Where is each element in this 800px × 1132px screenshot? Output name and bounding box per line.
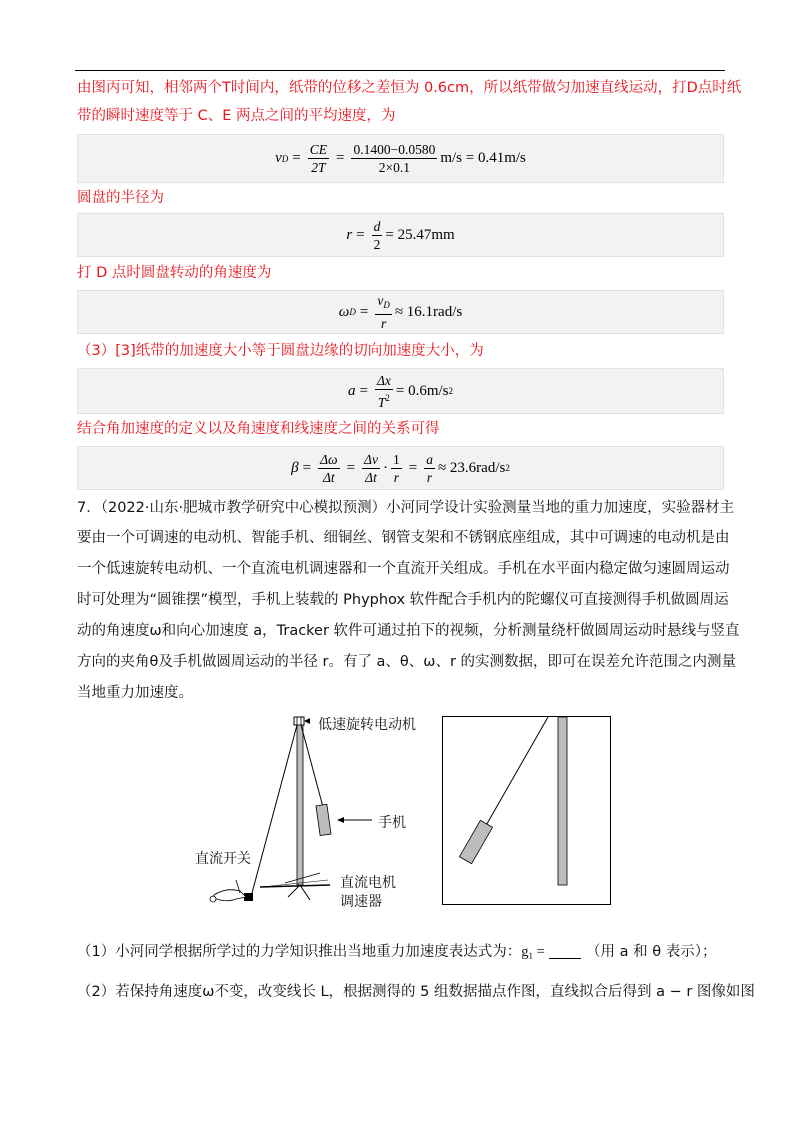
frame-border [443, 717, 611, 905]
motor-label: 低速旋转电动机 [318, 717, 416, 733]
q7-line-1: 7．（2022·山东·肥城市教学研究中心模拟预测）小河同学设计实验测量当地的重力加速度，实验器材主 [77, 500, 735, 516]
q1-line: （1）小河同学根据所学过的力学知识推出当地重力加速度表达式为：$g_1$ = （用 a 和 θ 表示）； [77, 944, 717, 961]
q7-line-3: 一个低速旋转电动机、一个直流电机调速器和一个直流开关组成。手机在水平面内稳定做匀速圆周运动 [77, 561, 730, 577]
motor-icon [294, 717, 304, 725]
q2-line: （2）若保持角速度ω不变，改变线长 L，根据测得的 5 组数据描点作图，直线拟合后得到 a − r 图像如图 [77, 984, 755, 1000]
suspension-wire [301, 725, 323, 807]
formula-acceleration: a = $\frac{\Delta x}{T^2}$ = 0.6m/s 2 [77, 368, 724, 414]
pole-in-video [558, 717, 567, 885]
formula-beta: β = $\frac{\Delta\omega}{\Delta t}$ = $\frac{\Delta v}{\Delta t}$ · $\frac{1}{r}$ = $\frac{a}{r}$ ≈ 23.6rad/s 2 [77, 446, 724, 490]
power-cable [252, 725, 297, 893]
solution-line-3: 圆盘的半径为 [77, 190, 164, 206]
steel-pole [297, 725, 303, 885]
fraction-numeric: $\frac{0.1400-0.0580}{2\times 0.1}$ [353, 142, 436, 175]
solution-line-1: 由图丙可知，相邻两个T时间内，纸带的位移之差恒为 0.6cm，所以纸带做匀加速直线运动，打D点时纸 [77, 80, 742, 96]
q7-line-6: 方向的夹角θ及手机做圆周运动的半径 r。有了 a、θ、ω、r 的实测数据，即可在误差允许范围之内测量 [77, 654, 737, 670]
video-frame-diagram [442, 716, 612, 906]
fraction-ce-2t: $\frac{CE}{2T}$ [309, 142, 327, 175]
solution-line-6: 结合角加速度的定义以及角速度和线速度之间的关系可得 [77, 421, 440, 437]
phone-icon [316, 804, 331, 835]
formula-omega: ω D = $\frac{v_D}{r}$ ≈ 16.1rad/s [77, 290, 724, 334]
q7-line-7: 当地重力加速度。 [77, 685, 193, 701]
q7-line-5: 动的角速度ω和向心加速度 a，Tracker 软件可通过拍下的视频，分析测量绕杆做圆周运动时悬线与竖直 [77, 623, 740, 639]
hand-icon [214, 890, 246, 901]
phone-label: 手机 [378, 815, 406, 831]
apparatus-diagram [200, 705, 440, 915]
q7-line-4: 时可处理为“圆锥摆”模型，手机上装载的 Phyphox 软件配合手机内的陀螺仪可直接测得手机做圆周运 [77, 592, 729, 608]
regulator-label-1: 直流电机 [340, 875, 396, 891]
switch-label: 直流开关 [195, 851, 251, 867]
q7-line-2: 要由一个可调速的电动机、智能手机、细铜丝、钢管支架和不锈钢底座组成，其中可调速的电动机是由 [77, 530, 730, 546]
answer-blank[interactable] [549, 944, 581, 959]
top-rule [75, 70, 725, 71]
regulator-label-2: 调速器 [340, 894, 382, 910]
formula-vd: v D = $\frac{CE}{2T}$ = $\frac{0.1400-0.0580}{2\times 0.1}$ m/s = 0.41m/s [77, 134, 724, 183]
solution-line-5: （3）[3]纸带的加速度大小等于圆盘边缘的切向加速度大小，为 [77, 343, 484, 359]
formula-radius: r = $\frac{d}{2}$ = 25.47mm [77, 213, 724, 257]
solution-line-2: 带的瞬时速度等于 C、E 两点之间的平均速度，为 [77, 108, 396, 124]
solution-line-4: 打 D 点时圆盘转动的角速度为 [77, 265, 272, 281]
